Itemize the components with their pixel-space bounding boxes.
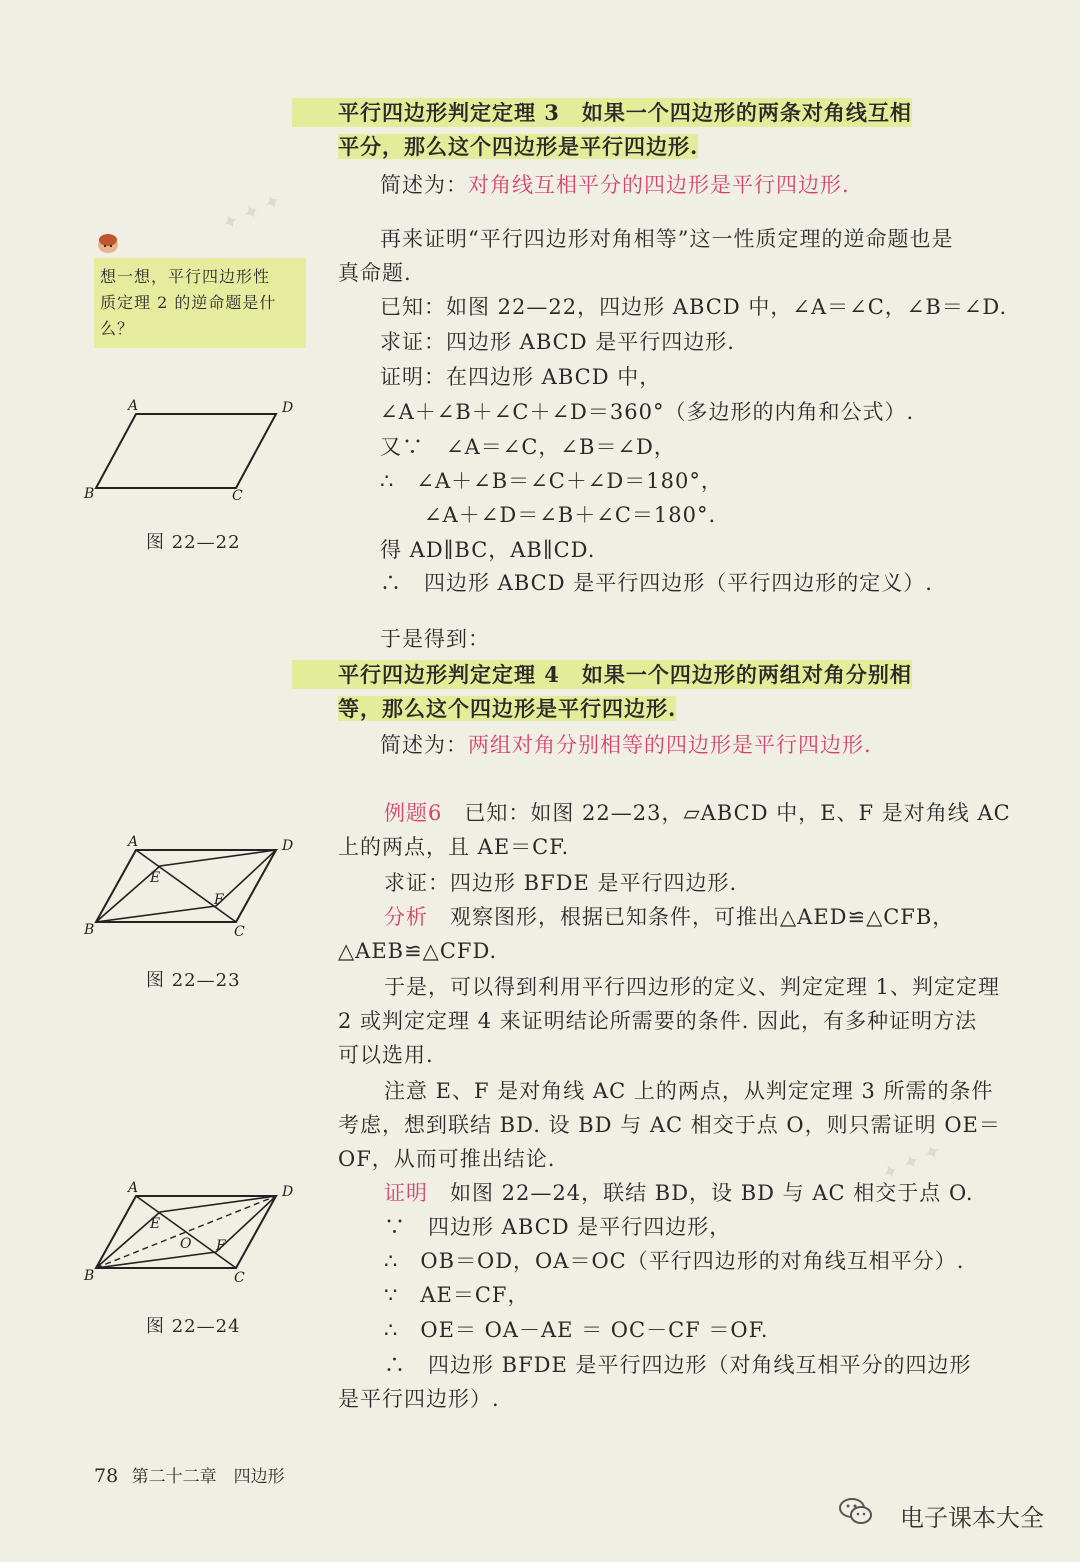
watermark-left: ✦ ✦ ✦ [217, 187, 286, 237]
theorem3-summary: 简述为：对角线互相平分的四边形是平行四边形. [380, 173, 850, 197]
margin-note-line2: 质定理 2 的逆命题是什 [100, 293, 277, 312]
example6-line1: 例题6 已知：如图 22—23，▱ABCD 中，E、F 是对角线 AC [384, 801, 1011, 825]
brand-watermark: 电子课本大全 [900, 1504, 1044, 1532]
example6-para1: 于是，可以得到利用平行四边形的定义、判定定理 1、判定定理 [384, 975, 1001, 999]
figure-22-22 [78, 392, 318, 512]
watermark-right: ✦ ✦ ✦ [877, 1137, 946, 1187]
theorem3-line2: 平分，那么这个四边形是平行四边形. [338, 134, 699, 159]
example6-proof5: ∴ OE＝ OA－AE ＝ OC－CF ＝OF. [384, 1318, 769, 1342]
fig23-label-c: C [234, 924, 245, 940]
proof1-step6: 得 AD∥BC，AB∥CD. [380, 538, 596, 562]
figure-22-24 [78, 1178, 318, 1292]
example6-label: 例题6 [384, 801, 443, 825]
example6-note1: 注意 E、F 是对角线 AC 上的两点，从判定定理 3 所需的条件 [384, 1079, 994, 1103]
proof1-prove: 求证：四边形 ABCD 是平行四边形. [380, 330, 735, 354]
theorem4-line1: 平行四边形判定定理 4 如果一个四边形的两组对角分别相 [338, 658, 998, 692]
page-footer [94, 1462, 285, 1487]
fig24-label-b: B [84, 1268, 95, 1284]
figure-22-23-caption: 图 22—23 [146, 970, 241, 991]
proof1-step2: ∠A＋∠B＋∠C＋∠D＝360°（多边形的内角和公式）. [380, 400, 915, 424]
example6-proof1: 证明 如图 22—24，联结 BD，设 BD 与 AC 相交于点 O. [384, 1181, 974, 1205]
example6-proof3: ∴ OB＝OD，OA＝OC（平行四边形的对角线互相平分）. [384, 1249, 965, 1273]
margin-note-line3: 么？ [100, 319, 135, 338]
proof-label: 证明 [384, 1181, 428, 1205]
proof1-step4: ∴ ∠A＋∠B＝∠C＋∠D＝180°， [380, 469, 723, 493]
figure-22-23 [78, 832, 318, 946]
theorem3-line1: 平行四边形判定定理 3 如果一个四边形的两条对角线互相 [338, 96, 998, 130]
theorem4-line2: 等，那么这个四边形是平行四边形. [338, 696, 677, 721]
fig24-label-c: C [234, 1270, 245, 1286]
proof1-step7: ∴ 四边形 ABCD 是平行四边形（平行四边形的定义）. [380, 571, 933, 595]
example6-proof7: 是平行四边形）. [338, 1387, 500, 1411]
fig23-label-a: A [128, 834, 139, 850]
example6-analysis2: △AEB≌△CFD. [338, 939, 498, 963]
figure-22-22-caption: 图 22—22 [146, 532, 241, 553]
fig23-label-b: B [84, 922, 95, 938]
fig23-label-f: F [214, 892, 224, 908]
fig22-label-a: A [128, 398, 139, 414]
margin-note-line1: 想一想，平行四边形性 [100, 267, 271, 286]
example6-proof2: ∵ 四边形 ABCD 是平行四边形， [384, 1215, 732, 1239]
proof1-step3: 又∵ ∠A＝∠C，∠B＝∠D， [380, 435, 676, 459]
proof1-given: 已知：如图 22—22，四边形 ABCD 中，∠A＝∠C，∠B＝∠D. [380, 295, 1008, 319]
fig24-label-o: O [180, 1236, 192, 1252]
theorem4-summary: 简述为：两组对角分别相等的四边形是平行四边形. [380, 733, 872, 757]
figure-22-24-caption: 图 22—24 [146, 1316, 241, 1337]
fig24-label-f: F [216, 1238, 226, 1254]
wechat-icon [838, 1496, 874, 1526]
converse-intro-line2: 真命题. [338, 261, 412, 285]
fig22-label-d: D [282, 400, 294, 416]
margin-note [94, 258, 306, 348]
fig22-label-c: C [232, 488, 243, 504]
chapter-title: 第二十二章 四边形 [131, 1467, 285, 1487]
fig22-label-b: B [84, 486, 95, 502]
fig23-label-d: D [282, 838, 294, 854]
fig24-label-a: A [128, 1180, 139, 1196]
therefore-text: 于是得到： [380, 627, 490, 651]
example6-line2: 上的两点，且 AE＝CF. [338, 835, 570, 859]
fig23-label-e: E [150, 870, 161, 886]
proof1-step1: 证明：在四边形 ABCD 中， [380, 365, 662, 389]
example6-note3: OF，从而可推出结论. [338, 1147, 556, 1171]
analysis-label: 分析 [384, 905, 428, 929]
example6-note2: 考虑，想到联结 BD. 设 BD 与 AC 相交于点 O，则只需证明 OE＝ [338, 1113, 1001, 1137]
page-number: 78 [94, 1465, 119, 1487]
example6-para2: 2 或判定定理 4 来证明结论所需要的条件. 因此，有多种证明方法 [338, 1009, 978, 1033]
fig24-label-d: D [282, 1184, 294, 1200]
example6-proof4: ∵ AE＝CF， [384, 1283, 530, 1307]
fig24-label-e: E [150, 1216, 161, 1232]
example6-para3: 可以选用. [338, 1043, 434, 1067]
converse-intro-line1: 再来证明“平行四边形对角相等”这一性质定理的逆命题也是 [380, 227, 954, 251]
proof1-step5: ∠A＋∠D＝∠B＋∠C＝180°. [424, 503, 717, 527]
example6-analysis: 分析 观察图形，根据已知条件，可推出△AED≌△CFB， [384, 905, 955, 929]
example6-proof6: ∴ 四边形 BFDE 是平行四边形（对角线互相平分的四边形 [384, 1353, 972, 1377]
example6-prove: 求证：四边形 BFDE 是平行四边形. [384, 871, 738, 895]
mascot-icon [96, 232, 120, 254]
